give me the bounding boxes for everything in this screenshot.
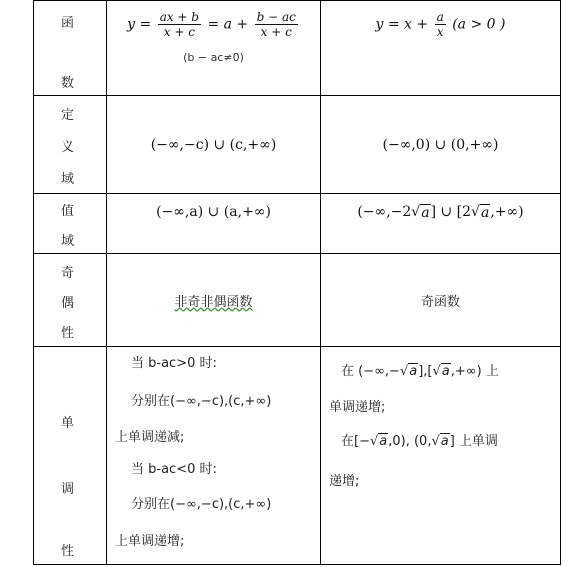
row-label-mono-2: 调 (61, 482, 75, 497)
table-border-bottom (33, 564, 561, 565)
range-2: (−∞,−2 √ a ] ∪ [2 √ a ,+∞) (357, 204, 524, 221)
mono1-line1: 当 b-ac>0 时: (131, 356, 217, 371)
mono2-line1: 在 (−∞,−√a],[√a,+∞) 上 (341, 364, 499, 379)
row-label-parity-3: 性 (61, 326, 75, 341)
row-label-func-1: 函 (61, 16, 75, 31)
func1-condition: (b − ac≠0) (183, 50, 244, 64)
mono1-line2: 分别在(−∞,−c),(c,+∞) (131, 394, 272, 409)
func1-eq: = a + (207, 16, 249, 32)
sqrt-symbol: √ (471, 204, 480, 220)
row-label-mono-1: 单 (61, 416, 75, 431)
row-label-domain-3: 域 (61, 172, 75, 187)
func2-lhs: y = x + (375, 16, 429, 32)
func2-frac: $\frac{a}{x}$ (436, 9, 444, 39)
domain-1: (−∞,−c) ∪ (c,+∞) (150, 136, 277, 153)
row-label-mono-3: 性 (61, 544, 75, 559)
row-label-range-1: 值 (61, 204, 75, 219)
mono2-line3: 在[−√a,0), (0,√a] 上单调 (341, 434, 498, 449)
mono1-line6: 上单调递增; (115, 534, 185, 549)
sqrt-symbol: √ (411, 204, 421, 220)
range-1: (−∞,a) ∪ (a,+∞) (156, 204, 271, 220)
domain-2: (−∞,0) ∪ (0,+∞) (382, 136, 499, 153)
func1-frac2: $\frac{b - ac}{x + c}$ (256, 9, 296, 39)
func1-lhs: y = (127, 16, 152, 32)
parity-2: 奇函数 (420, 294, 460, 310)
row-label-parity-2: 偶 (61, 296, 75, 311)
func2-cond: (a > 0 ) (452, 16, 506, 32)
table-border-right (560, 0, 561, 565)
row-label-parity-1: 奇 (61, 266, 75, 281)
mono1-line4: 当 b-ac<0 时: (131, 462, 217, 477)
func2-formula (321, 2, 560, 46)
row-label-func-2: 数 (61, 76, 75, 91)
row-divider (33, 346, 561, 347)
properties-table (33, 0, 561, 565)
row-label-domain-1: 定 (61, 108, 75, 123)
func1-formula (107, 2, 320, 46)
mono1-line3: 上单调递减; (115, 430, 185, 445)
func1-frac1: $\frac{ax + b}{x + c}$ (159, 9, 199, 39)
mono2-line2: 单调递增; (329, 400, 386, 415)
parity-1: 非奇非偶函数 (174, 294, 253, 310)
table-border-top (33, 0, 561, 1)
mono2-line4: 递增; (329, 474, 360, 489)
table-border-left (33, 0, 34, 565)
row-label-range-2: 域 (61, 234, 75, 249)
row-label-domain-2: 义 (61, 140, 75, 155)
mono1-line5: 分别在(−∞,−c),(c,+∞) (131, 497, 272, 512)
